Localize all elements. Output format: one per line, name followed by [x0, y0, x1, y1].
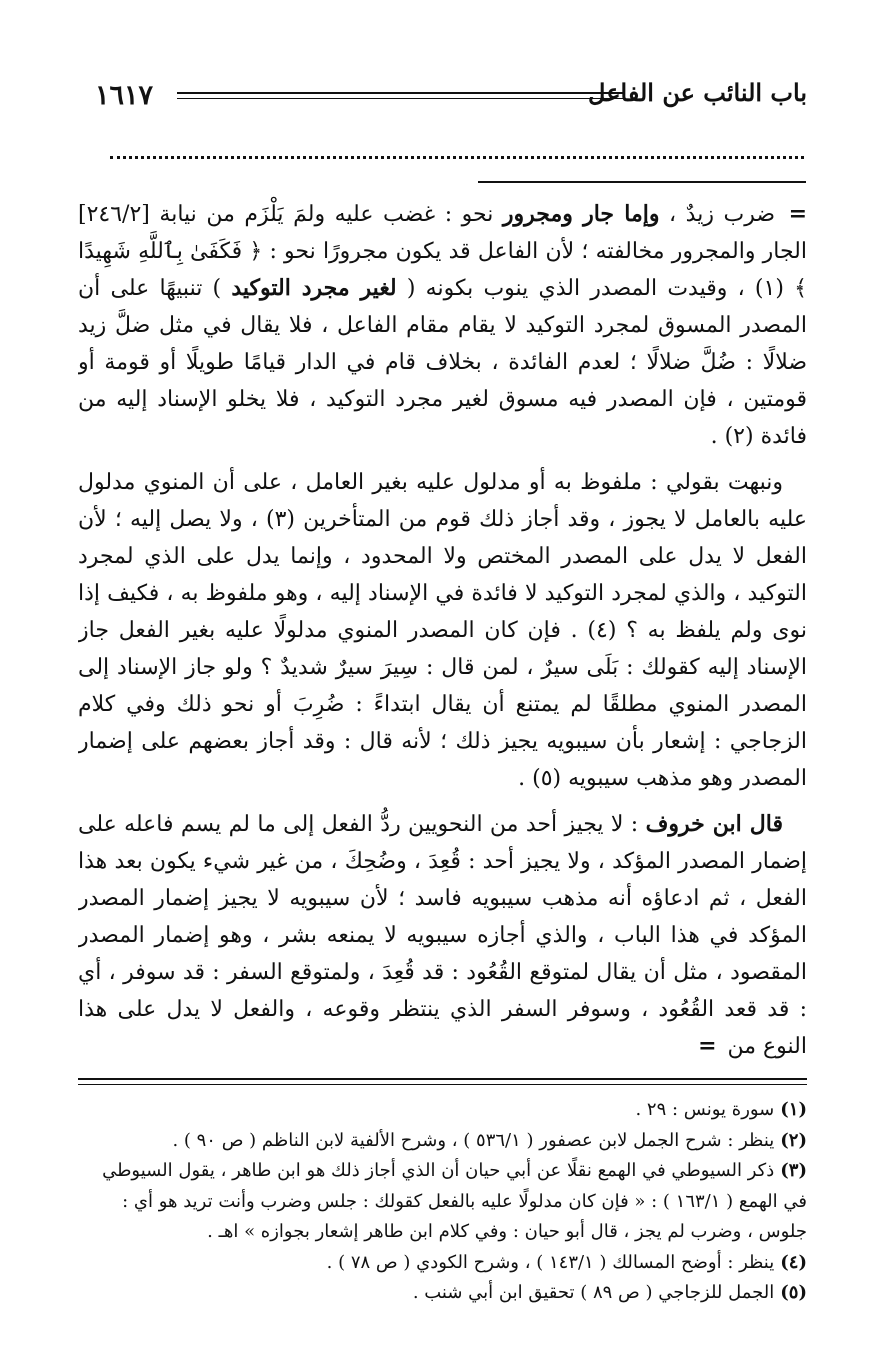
footnote-number: (٣) — [780, 1160, 807, 1181]
dotted-separator — [110, 148, 804, 159]
main-text — [78, 196, 807, 1066]
p1-bold-term-a: وإما جار ومجرور — [502, 201, 660, 227]
p1-part-c: نحو : غضب عليه ولمَ يَلْزَم من نيابة [٢٤٦/٢] الجار والمجرور مخالفته ؛ لأن الفاعل قد يكون مجرورًا نحو : ﴿ فَكَفَىٰ بِٱللَّهِ شَهِيدًا ﴾ (١) ، وقيدت المصدر الذي ينوب بكونه ( — [78, 202, 807, 301]
p1-bold-term-b: لغير مجرد التوكيد — [231, 275, 397, 301]
footnote-text: الجمل للزجاجي ( ص ٨٩ ) تحقيق ابن أبي شنب . — [412, 1282, 775, 1303]
footnote-text: سورة يونس : ٢٩ . — [635, 1099, 775, 1120]
footnote-divider — [78, 1078, 807, 1085]
footnote-1 — [80, 1095, 807, 1126]
chapter-title: باب النائب عن الفاعل — [588, 78, 807, 107]
p3-text: : لا يجيز أحد من النحويين ردُّ الفعل إلى ما لم يسم فاعله على إضمار المصدر المؤكد ، ولا يجيز أحد : قُعِدَ ، وضُحِكَ ، من غير شيء يكون بعد هذا الفعل ، ثم ادعاؤه أنه مذهب سيبويه فاسد ؛ لأن سيبويه لا يجيز إضمار المصدر المؤكد في هذا الباب ، والذي أجازه سيبويه لا يمنعه بشر ، وهو إضمار المصدر المقصود ، مثل أن يقال لمتوقع القُعُود : قد قُعِدَ ، ولمتوقع السفر : قد سوفر ، أي : قد قعد القُعُود ، وسوفر السفر الذي ينتظر وقوعه ، والفعل لا يدل على هذا النوع من — [78, 812, 807, 1059]
page-number: ١٦١٧ — [95, 80, 154, 111]
footnote-3 — [80, 1156, 807, 1248]
footnote-number: (٢) — [780, 1129, 807, 1151]
paragraph-3 — [78, 806, 807, 1065]
header-rule — [177, 92, 623, 99]
footnote-text: ينظر : شرح الجمل لابن عصفور ( ٥٣٦/١ ) ، وشرح الألفية لابن الناظم ( ص ٩٠ ) . — [172, 1129, 775, 1151]
footnote-text: ينظر : أوضح المسالك ( ١٤٣/١ ) ، وشرح الكودي ( ص ٧٨ ) . — [326, 1251, 775, 1273]
continuation-mark-start: = — [788, 201, 807, 227]
footnote-number: (٥) — [780, 1282, 807, 1303]
footnote-text: ذكر السيوطي في الهمع نقلًا عن أبي حيان أن الذي أجاز ذلك هو ابن طاهر ، يقول السيوطي في الهمع ( ١٦٣/١ ) : « فإن كان مدلولًا عليه بالفعل كقولك : جلس وضرب وأنت تريد هو أي : جلوس ، وضرب لم يجز ، قال أبو حيان : وفي كلام ابن طاهر إشعار بجوازه » اهـ . — [102, 1160, 807, 1242]
footnotes — [80, 1095, 807, 1315]
footnote-4 — [80, 1248, 807, 1279]
p3-bold-speaker: قال ابن خروف — [645, 811, 783, 837]
footnote-number: (١) — [780, 1099, 807, 1120]
paragraph-1 — [78, 196, 807, 455]
footnote-number: (٤) — [780, 1251, 807, 1273]
p1-part-a: ضرب زيدٌ ، — [669, 202, 776, 227]
p2-text: ونبهت بقولي : ملفوظ به أو مدلول عليه بغير العامل ، على أن المنوي مدلول عليه بالعامل لا يجوز ، وقد أجاز ذلك قوم من المتأخرين (٣) ، ولا يصل إليه ؛ لأن الفعل لا يدل على المصدر المختص ولا المحدود ، وإنما يدل على الذي لمجرد التوكيد ، والذي لمجرد التوكيد لا فائدة في الإسناد إليه ، وهو ملفوظ به ، فكيف إذا نوى ولم يلفظ به ؟ (٤) . فإن كان المصدر المنوي مدلولًا عليه بغير الفعل جاز الإسناد إليه كقولك : بَلَى سيرٌ ، لمن قال : سِيرَ سيرٌ شديدٌ ؟ ولو جاز الإسناد إلى المصدر المنوي مطلقًا لم يمتنع أن يقال ابتداءً : ضُرِبَ أو نحو ذلك وفي كلام الزجاجي : إشعار بأن سيبويه يجيز ذلك ؛ لأنه قال : وقد أجاز بعضهم على إضمار المصدر وهو مذهب سيبويه (٥) . — [78, 470, 807, 791]
footnote-5 — [80, 1278, 807, 1309]
p1-part-e: ) تنبيهًا على أن المصدر المسوق لمجرد التوكيد لا يقام مقام الفاعل ، فلا يقال في مثل ضلَّ زيد ضلالًا : ضُلَّ ضلالًا ؛ لعدم الفائدة ، بخلاف قام في الدار قيامًا طويلًا أو قومة أو قومتين ، فإن المصدر فيه مسوق لغير مجرد التوكيد ، فلا يخلو الإسناد إليه من فائدة (٢) . — [78, 276, 807, 449]
top-short-rule — [478, 181, 806, 183]
page-header — [95, 80, 807, 114]
footnote-2 — [80, 1126, 807, 1157]
continuation-mark-end: = — [698, 1033, 717, 1059]
paragraph-2 — [78, 464, 807, 797]
